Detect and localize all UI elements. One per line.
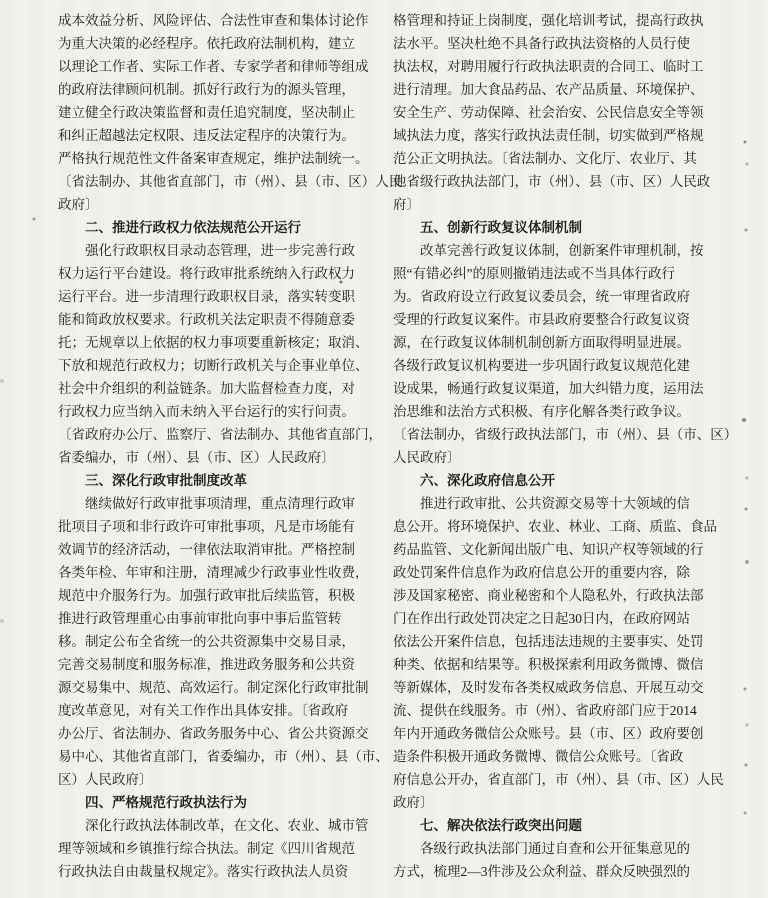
text-line: 安全生产、劳动保障、社会治安、公民信息安全等领 xyxy=(393,105,704,120)
text-line: 深化行政执法体制改革，在文化、农业、城市管 xyxy=(85,818,369,833)
text-line: 权力运行平台建设。将行政审批系统纳入行政权力 xyxy=(58,266,355,281)
text-line: 省委编办，市（州）、县（市、区）人民政府〕 xyxy=(58,450,335,465)
text-line: 易中心、其他省直部门，省委编办，市（州）、县（市、 xyxy=(58,749,389,764)
text-line: 和纠正超越法定权限、违反法定程序的决策行为。 xyxy=(58,128,355,143)
text-line: 造条件积极开通政务微博、微信公众账号。〔省政 xyxy=(393,749,684,764)
text-line: 人民政府〕 xyxy=(393,450,461,465)
text-line: 行政执法自由裁量权规定》。落实行政执法人员资 xyxy=(58,864,349,879)
text-line: 格管理和持证上岗制度，强化培训考试，提高行政执 xyxy=(393,13,704,28)
text-line: 设成果，畅通行政复议渠道，加大纠错力度，运用法 xyxy=(393,381,704,396)
text-line: 等新媒体，及时发布各类权威政务信息、开展互动交 xyxy=(393,680,704,695)
text-line: 的政府法律顾问机制。抓好行政行为的源头管理， xyxy=(58,82,355,97)
text-line: 治思维和法治方式积极、有序化解各类行政争议。 xyxy=(393,404,690,419)
text-line: 政处罚案件信息作为政府信息公开的重要内容，除 xyxy=(393,565,690,580)
text-line: 域执法力度，落实行政执法责任制，切实做到严格规 xyxy=(393,128,704,143)
text-line: 区）人民政府〕 xyxy=(58,772,153,787)
text-line: 〔省政府办公厅、监察厅、省法制办、其他省直部门， xyxy=(58,427,382,442)
text-line: 办公厅、省法制办、省政务服务中心、省公共资源交 xyxy=(58,726,369,741)
text-line: 府〕 xyxy=(393,197,420,212)
section-heading: 二、推进行政权力依法规范公开运行 xyxy=(85,220,301,235)
text-line: 推进行政管理重心由事前审批向事中事后监管转 xyxy=(58,611,342,626)
text-line: 〔省法制办，省级行政执法部门，市（州）、县（市、区） xyxy=(393,427,738,442)
text-line: 药品监管、文化新闻出版广电、知识产权等领域的行 xyxy=(393,542,704,557)
text-line: 各类年检、年审和注册，清理减少行政事业性收费， xyxy=(58,565,369,580)
left-text-column xyxy=(58,9,403,883)
section-heading: 四、严格规范行政执法行为 xyxy=(85,795,247,810)
text-line: 继续做好行政审批事项清理，重点清理行政审 xyxy=(85,496,355,511)
text-line: 严格执行规范性文件备案审查规定，维护法制统一。 xyxy=(58,151,369,166)
text-line: 源交易集中、规范、高效运行。制定深化行政审批制 xyxy=(58,680,369,695)
text-line: 流、提供在线服务。市（州）、省政府部门应于2014 xyxy=(393,703,697,718)
scan-artifact-specks xyxy=(0,0,2,2)
right-text-column xyxy=(393,9,738,883)
section-heading: 六、深化政府信息公开 xyxy=(420,473,555,488)
text-line: 法水平。坚决杜绝不具备行政执法资格的人员行使 xyxy=(393,36,690,51)
section-heading: 五、创新行政复议体制机制 xyxy=(420,220,582,235)
section-heading: 三、深化行政审批制度改革 xyxy=(85,473,247,488)
text-line: 方式，梳理2—3件涉及公众利益、群众反映强烈的 xyxy=(393,864,690,879)
text-line: 推进行政审批、公共资源交易等十大领域的信 xyxy=(420,496,690,511)
text-line: 政府〕 xyxy=(58,197,99,212)
text-line: 年内开通政务微信公众账号。县（市、区）政府要创 xyxy=(393,726,704,741)
text-line: 运行平台。进一步清理行政职权目录，落实转变职 xyxy=(58,289,355,304)
text-line: 息公开。将环境保护、农业、林业、工商、质监、食品 xyxy=(393,519,717,534)
text-line: 〔省法制办、其他省直部门，市（州）、县（市、区）人民 xyxy=(58,174,403,189)
text-line: 批项目子项和非行政许可审批事项，凡是市场能有 xyxy=(58,519,355,534)
text-line: 依法公开案件信息，包括违法违规的主要事实、处罚 xyxy=(393,634,704,649)
text-line: 托；无规章以上依据的权力事项要重新核定；取消、 xyxy=(58,335,369,350)
section-heading: 七、解决依法行政突出问题 xyxy=(420,818,582,833)
text-line: 各级行政复议机构要进一步巩固行政复议规范化建 xyxy=(393,358,690,373)
text-line: 建立健全行政决策监督和责任追究制度，坚决制止 xyxy=(58,105,355,120)
text-line: 范公正文明执法。〔省法制办、文化厅、农业厅、其 xyxy=(393,151,697,166)
text-line: 社会中介组织的利益链条。加大监督检查力度，对 xyxy=(58,381,355,396)
text-line: 行政权力应当纳入而未纳入平台运行的实行问责。 xyxy=(58,404,355,419)
text-line: 以理论工作者、实际工作者、专家学者和律师等组成 xyxy=(58,59,369,74)
text-line: 成本效益分析、风险评估、合法性审查和集体讨论作 xyxy=(58,13,369,28)
text-line: 强化行政职权目录动态管理，进一步完善行政 xyxy=(85,243,355,258)
text-line: 受理的行政复议案件。市县政府要整合行政复议资 xyxy=(393,312,690,327)
text-line: 理等领域和乡镇推行综合执法。制定《四川省规范 xyxy=(58,841,355,856)
text-line: 照“有错必纠”的原则撤销违法或不当具体行政行 xyxy=(393,266,675,281)
text-line: 规范中介服务行为。加强行政审批后续监管，积极 xyxy=(58,588,355,603)
text-line: 完善交易制度和服务标准，推进政务服务和公共资 xyxy=(58,657,355,672)
text-line: 改革完善行政复议体制，创新案件审理机制，按 xyxy=(420,243,704,258)
text-line: 为重大决策的必经程序。依托政府法制机构，建立 xyxy=(58,36,355,51)
text-line: 府信息公开办，省直部门，市（州）、县（市、区）人民 xyxy=(393,772,724,787)
text-line: 门在作出行政处罚决定之日起30日内，在政府网站 xyxy=(393,611,690,626)
text-line: 涉及国家秘密、商业秘密和个人隐私外，行政执法部 xyxy=(393,588,704,603)
text-line: 移。制定公布全省统一的公共资源集中交易目录， xyxy=(58,634,355,649)
text-line: 效调节的经济活动，一律依法取消审批。严格控制 xyxy=(58,542,355,557)
text-line: 政府〕 xyxy=(393,795,434,810)
text-line: 各级行政执法部门通过自查和公开征集意见的 xyxy=(420,841,690,856)
text-line: 种类、依据和结果等。积极探索利用政务微博、微信 xyxy=(393,657,704,672)
text-line: 为。省政府设立行政复议委员会，统一审理省政府 xyxy=(393,289,690,304)
text-line: 他省级行政执法部门，市（州）、县（市、区）人民政 xyxy=(393,174,711,189)
text-line: 下放和规范行政权力；切断行政机关与企事业单位、 xyxy=(58,358,369,373)
text-line: 能和简政放权要求。行政机关法定职责不得随意委 xyxy=(58,312,355,327)
text-line: 执法权，对聘用履行行政执法职责的合同工、临时工 xyxy=(393,59,704,74)
text-line: 进行清理。加大食品药品、农产品质量、环境保护、 xyxy=(393,82,704,97)
text-line: 源，在行政复议体制机制创新方面取得明显进展。 xyxy=(393,335,690,350)
text-line: 度改革意见，对有关工作作出具体安排。〔省政府 xyxy=(58,703,349,718)
